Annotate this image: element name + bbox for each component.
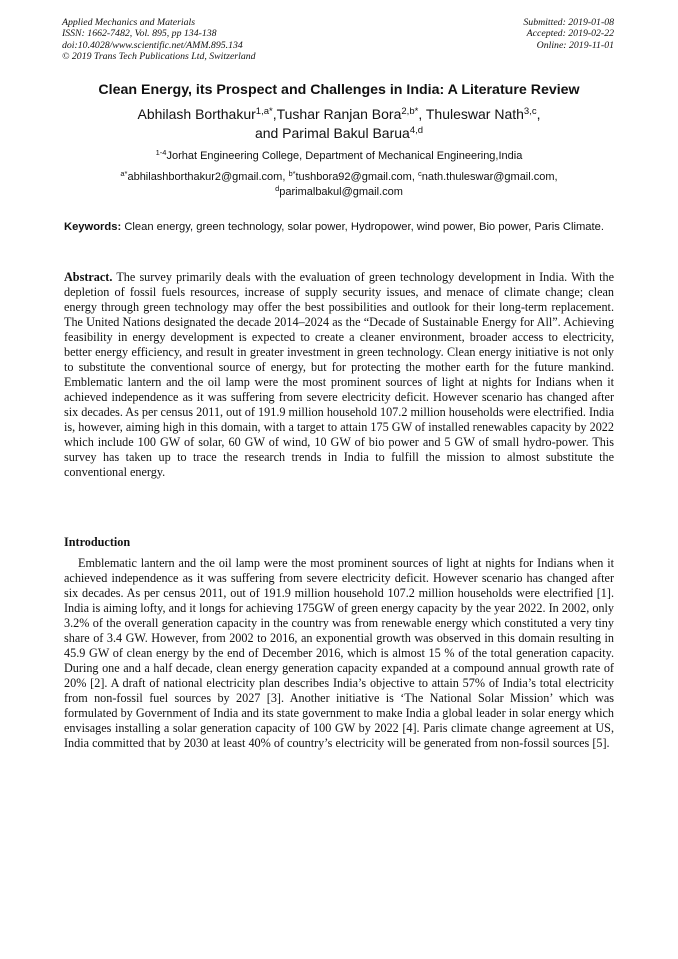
email-link[interactable]: parimalbakul@gmail.com bbox=[279, 186, 403, 198]
keywords bbox=[64, 220, 614, 235]
author-affiliation-mark: 3,c bbox=[523, 105, 537, 117]
author-name: Abhilash Borthakur bbox=[137, 106, 256, 122]
email-mark: b* bbox=[288, 168, 296, 178]
introduction-paragraph: Emblematic lantern and the oil lamp were the most prominent sources of light at nights for Indians when it achieved independence as it was suffering from severe electricity deficit. However scenario has changed after six decades. As per census 2011, out of 191.9 million household 107.2 million households were electrified [1]. India is aiming lofty, and it longs for achieving 175GW of green energy capacity by the year 2022. In 2002, only 3.2% of the overall generation capacity in the country was from renewable energy which constituted a very tiny share of 3.4 GW. However, from 2002 to 2016, an exponential growth was observed in this domain resulting in 45.9 GW of clean energy by the end of December 2016, which is almost 15 % of the total generation capacity. During one and a half decade, clean energy generation capacity expanded at a compound annual growth rate of 20% [2]. A draft of national electricity plan describes India’s objective to attain 57% of India’s total electricity from non-fossil fuel sources by 2027 [3]. Another initiative is ‘The National Solar Mission’ which was formulated by Government of India and its state government to make India a global leader in solar energy which envisages installing a solar generation capacity of 100 GW by 2022 [4]. Paris climate change agreement at US, India committed that by 2030 at least 40% of country’s electricity will be generated from non-fossil sources [5]. bbox=[64, 556, 614, 750]
journal-name: Applied Mechanics and Materials bbox=[62, 17, 196, 28]
author-affiliation-mark: 4,d bbox=[409, 124, 424, 136]
submitted-date: Submitted: 2019-01-08 bbox=[523, 17, 614, 28]
author-emails bbox=[60, 170, 618, 200]
email-link[interactable]: nath.thuleswar@gmail.com bbox=[421, 171, 555, 183]
author-separator: , bbox=[272, 106, 277, 122]
author-list bbox=[40, 105, 638, 143]
email-link[interactable]: tushbora92@gmail.com bbox=[295, 171, 412, 183]
online-date: Online: 2019-11-01 bbox=[536, 39, 614, 51]
keywords-text: Clean energy, green technology, solar power, Hydropower, wind power, Bio power, Paris Climate. bbox=[124, 221, 604, 233]
email-mark: d bbox=[275, 183, 280, 193]
author-affiliation-mark: 1,a* bbox=[255, 105, 273, 117]
author-separator: , bbox=[536, 106, 541, 122]
email-link[interactable]: abhilashborthakur2@gmail.com bbox=[127, 171, 283, 183]
author-name: and Parimal Bakul Barua bbox=[254, 125, 410, 141]
abstract-label: Abstract. bbox=[64, 270, 113, 284]
affiliation bbox=[0, 147, 678, 162]
journal-copyright: © 2019 Trans Tech Publications Ltd, Switzerland bbox=[62, 51, 256, 63]
author-name: Tushar Ranjan Bora bbox=[276, 106, 402, 122]
journal-header-left bbox=[62, 17, 256, 63]
author-affiliation-mark: 2,b* bbox=[401, 105, 419, 117]
author-name: Thuleswar Nath bbox=[425, 106, 524, 122]
email-mark: c bbox=[417, 168, 422, 178]
journal-issn: ISSN: 1662-7482, Vol. 895, pp 134-138 bbox=[62, 28, 217, 40]
accepted-date: Accepted: 2019-02-22 bbox=[526, 28, 614, 40]
abstract-text: The survey primarily deals with the evaluation of green technology development in India. With the depletion of fossil fuels resources, increase of supply security issues, and menace of climate change; clean energy through green technology may offer the best possibilities and outlook for their long-term replacement. The United Nations designated the decade 2014–2024 as the “Decade of Sustainable Energy for All”. Achieving feasibility in energy development is expected to create a cleaner environment, broader access to electricity, better energy efficiency, and result in greater investment in green technology. Clean energy initiative is not only to substitute the conventional source of energy, but for protecting the mother earth for the future mankind. Emblematic lantern and the oil lamp were the most prominent sources of light at nights for Indians when it achieved independence as it was suffering from severe electricity deficit. However scenario has changed after six decades. As per census 2011, out of 191.9 million household 107.2 million households were electrified. India is, however, aiming high in this domain, with a target to attain 175 GW of installed renewables capacity by 2022 which include 100 GW of solar, 60 GW of wind, 10 GW of bio power and 5 GW of small hydro-power. This survey has taken up to trace the research trends in India to fulfill the mission to almost substitute the conventional energy. bbox=[64, 270, 615, 479]
email-separator: , bbox=[554, 171, 558, 183]
keywords-label: Keywords: bbox=[64, 221, 122, 233]
author-separator: , bbox=[418, 106, 426, 122]
affiliation-mark: 1-4 bbox=[155, 147, 167, 157]
affiliation-text: Jorhat Engineering College, Department of Mechanical Engineering,India bbox=[166, 150, 523, 162]
email-separator: , bbox=[282, 171, 289, 183]
journal-doi[interactable]: doi:10.4028/www.scientific.net/AMM.895.134 bbox=[62, 39, 243, 51]
journal-header-right bbox=[523, 17, 614, 51]
email-separator: , bbox=[411, 171, 418, 183]
email-mark: a* bbox=[120, 168, 128, 178]
abstract bbox=[64, 270, 614, 480]
paper-title: Clean Energy, its Prospect and Challenges in India: A Literature Review bbox=[98, 82, 580, 98]
section-heading-introduction: Introduction bbox=[64, 535, 131, 549]
